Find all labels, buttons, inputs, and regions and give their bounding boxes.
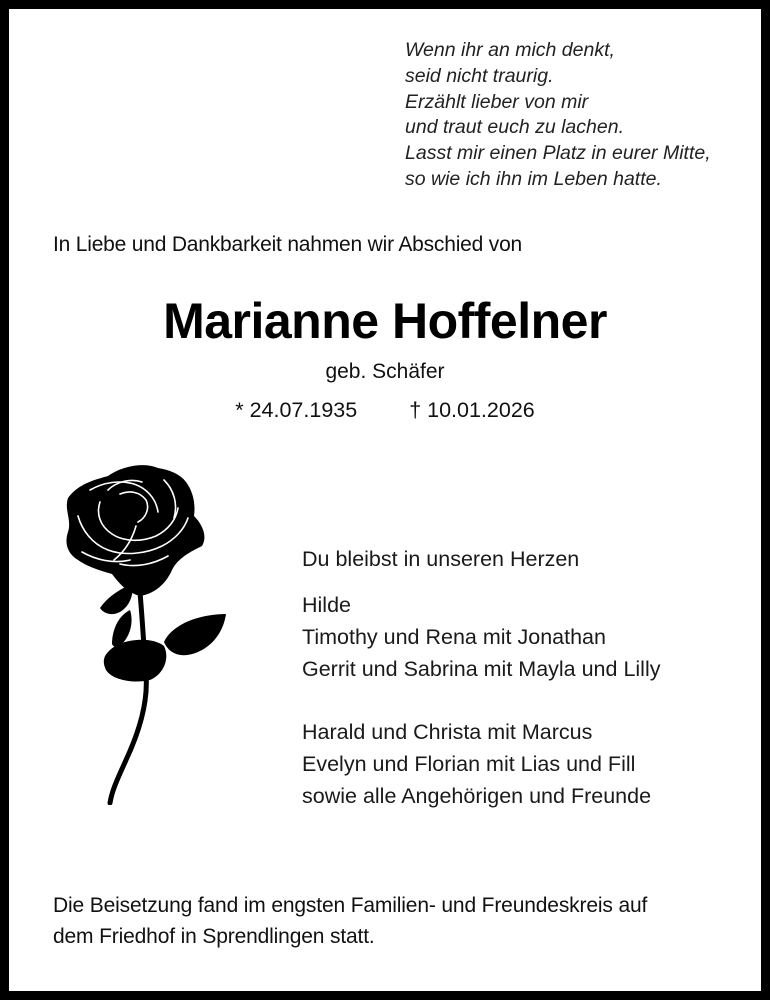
birth-date: * 24.07.1935 xyxy=(235,398,358,422)
burial-notice xyxy=(53,890,647,952)
mourners-heading: Du bleibst in unseren Herzen xyxy=(302,547,580,571)
mourner-line: Hilde xyxy=(302,593,351,617)
poem-line: Lasst mir einen Platz in eurer Mitte, xyxy=(405,142,711,165)
deceased-name: Marianne Hoffelner xyxy=(163,293,607,349)
rose-icon xyxy=(60,460,235,805)
burial-notice-line: Die Beisetzung fand im engsten Familien- und Freundeskreis auf xyxy=(53,894,648,917)
mourners-block xyxy=(302,543,661,812)
mourner-line: Gerrit und Sabrina mit Mayla und Lilly xyxy=(302,657,661,681)
poem-line: seid nicht traurig. xyxy=(405,64,554,87)
poem-line: Wenn ihr an mich denkt, xyxy=(405,39,615,61)
poem xyxy=(405,38,711,193)
mourner-line: Evelyn und Florian mit Lias und Fill xyxy=(302,752,636,776)
poem-line: Erzählt lieber von mir xyxy=(405,90,589,113)
burial-notice-line: dem Friedhof in Sprendlingen statt. xyxy=(53,925,375,948)
mourner-line: Timothy und Rena mit Jonathan xyxy=(302,625,606,649)
poem-line: so wie ich ihn im Leben hatte. xyxy=(405,167,662,190)
death-date: † 10.01.2026 xyxy=(409,398,535,422)
birth-name: geb. Schäfer xyxy=(325,360,445,383)
poem-line: und traut euch zu lachen. xyxy=(405,116,624,139)
mourner-line: Harald und Christa mit Marcus xyxy=(302,720,593,744)
life-dates xyxy=(0,398,770,423)
mourner-line: sowie alle Angehörigen und Freunde xyxy=(302,784,652,808)
intro-text: In Liebe und Dankbarkeit nahmen wir Abschied von xyxy=(53,233,523,256)
